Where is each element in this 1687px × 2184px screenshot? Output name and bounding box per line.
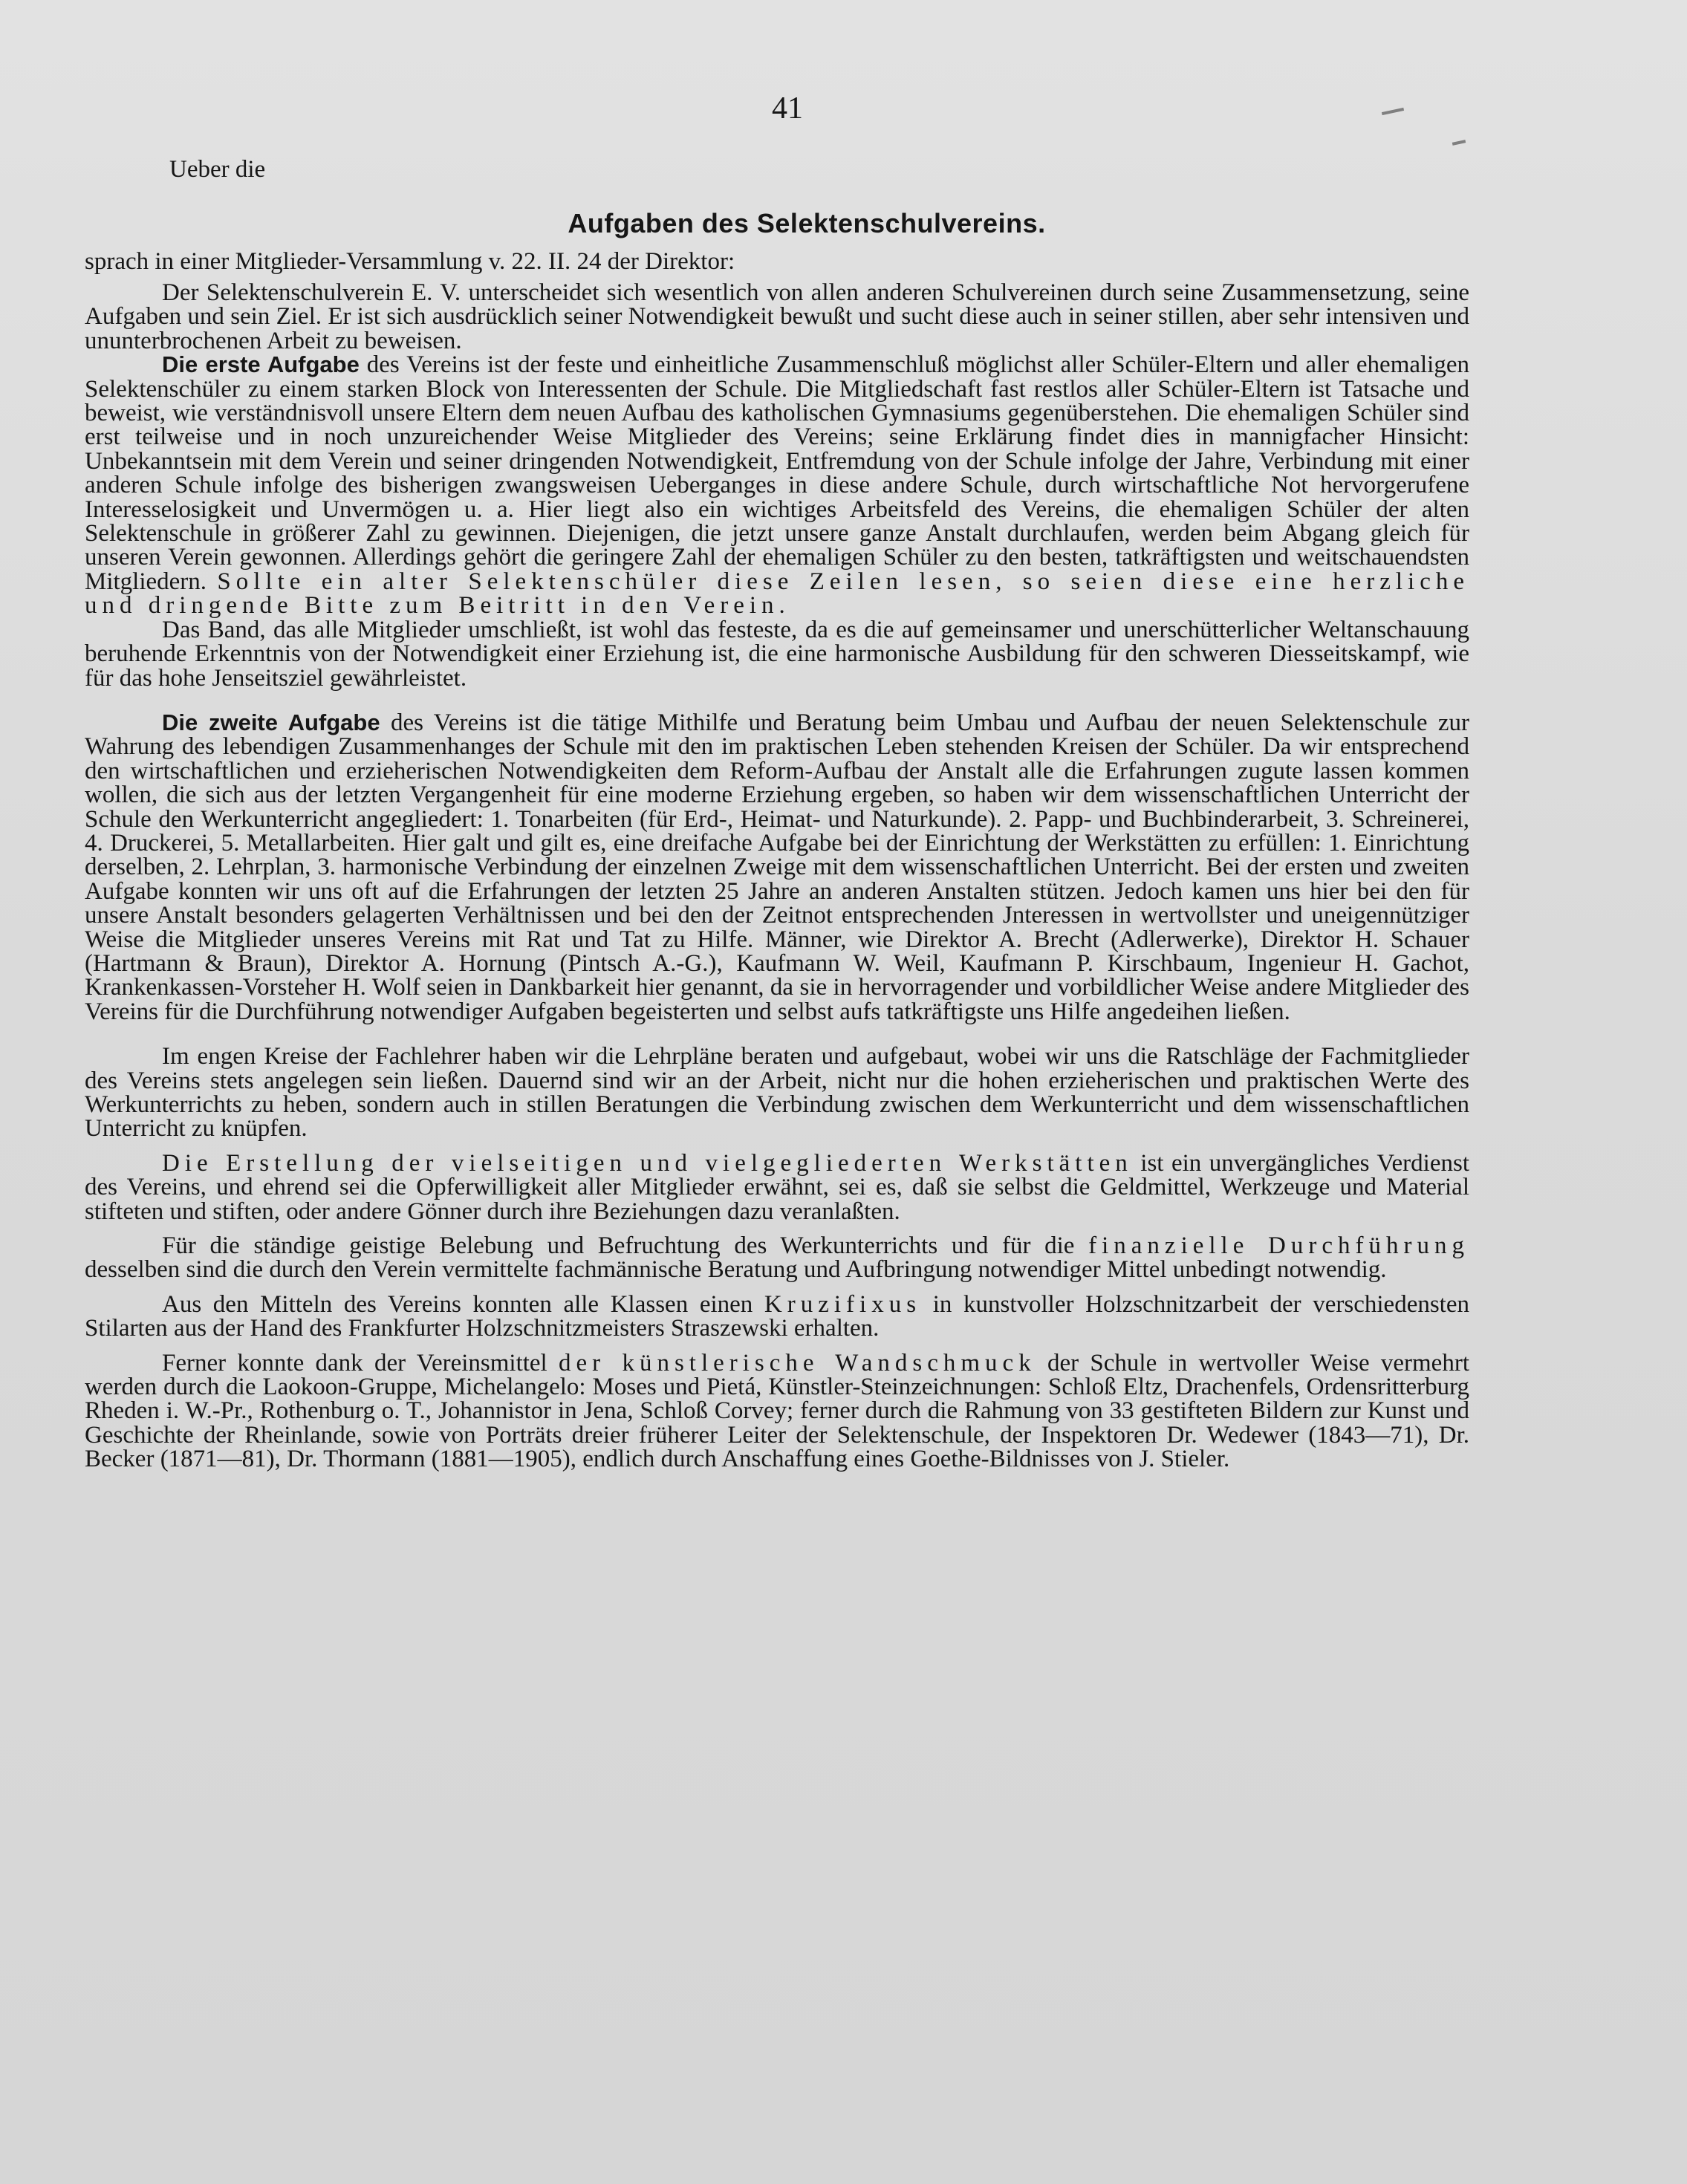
paragraph-8-spaced: Kruzifixus xyxy=(764,1290,922,1318)
paragraph-7-spaced: finanzielle Durchführung xyxy=(1088,1232,1469,1260)
paragraph-2 xyxy=(85,351,1469,620)
paragraph-4 xyxy=(85,711,1469,1024)
paragraph-2-spaced: Sollte ein alter Selektenschüler diese Zeilen lesen, so seien diese eine herzliche und dringende Bitte zum Beitritt in den Verein. xyxy=(85,568,1469,620)
article-title: Aufgaben des Selektenschulvereins. xyxy=(568,208,1046,238)
intro-line: Ueber die xyxy=(169,156,266,183)
paragraph-7-text-b: desselben sind die durch den Verein vermittelte fachmännische Beratung und Aufbringung notwendiger Mittel unbedingt notwendig. xyxy=(85,1256,1387,1284)
paragraph-6-text: ist ein unvergängliches Verdienst des Vereins, und ehrend sei die Opferwilligkeit aller Mitglieder erwähnt, sei es, daß sie selbst die Geldmittel, Werkzeuge und Material stifteten und stiften, oder andere Gönner durch ihre Beziehungen dazu veranlaßten. xyxy=(85,1149,1469,1225)
paragraph-1: Der Selektenschulverein E. V. unterscheidet sich wesentlich von allen anderen Schulvereinen durch seine Zusammensetzung, seine Aufgaben und sein Ziel. Er ist sich ausdrücklich seiner Notwendigkeit bewußt und sucht diese auch in seiner stillen, aber sehr intensiven und ununterbrochenen Arbeit zu beweisen. xyxy=(85,279,1469,354)
paragraph-2-text: des Vereins ist der feste und einheitliche Zusammenschluß möglichst aller Schüler-Eltern und aller ehemaligen Selektenschüler zu einem starken Block von Interessenten der Schule. Die Mitgliedschaft fast restlos aller Schüler-Eltern ist Tatsache und beweist, wie verständnisvoll unsere Eltern dem neuen Aufbau des katholischen Gymnasiums gegenüberstehen. Die ehemaligen Schüler sind erst teilweise und in noch unzureichender Weise Mitglieder des Vereins; seine Erklärung findet dies in mannigfacher Hinsicht: Unbekanntsein mit dem Verein und seiner dringenden Notwendigkeit, Entfremdung von der Schule infolge der Jahre, Verbindung mit einer anderen Schule infolge des bisherigen zwangsweisen Ueberganges in diese andere Schule, durch wirtschaftliche Not hervorgerufene Interesselosigkeit und Unvermögen u. a. Hier liegt also ein wichtiges Arbeitsfeld des Vereins, die ehemaligen Schüler der alten Selektenschule in größerer Zahl zu gewinnen. Diejenigen, die jetzt unsere ganze Anstalt durchlaufen, werden beim Abgang gleich für unseren Verein gewonnen. Allerdings gehört die geringere Zahl der ehemaligen Schüler zu den besten, tatkräftigsten und weitschauendsten Mitgliedern. xyxy=(85,351,1469,595)
paragraph-6 xyxy=(85,1151,1469,1223)
print-smudge xyxy=(1452,140,1466,146)
paragraph-9-spaced: der künstlerische Wandschmuck xyxy=(559,1349,1036,1377)
paragraph-6-spaced: Die Erstellung der vielseitigen und vielgegliederten Werkstätten xyxy=(162,1149,1133,1177)
paragraph-8-text-a: Aus den Mitteln des Vereins konnten alle Klassen einen xyxy=(162,1290,764,1318)
paragraph-9 xyxy=(85,1351,1469,1472)
article-body xyxy=(85,156,1469,1472)
paragraph-9-text-b: der Schule in wertvoller Weise vermehrt werden durch die Laokoon-Gruppe, Michelangelo: Moses und Pietá, Künstler-Steinzeichnungen: Schloß Eltz, Drachenfels, Ordensritterburg Rheden i. W.-Pr., Rothenburg o. T., Johannistor in Jena, Schloß Corvey; ferner durch die Rahmung von 33 gestifteten Bildern zur Kunst und Geschichte der Rheinlande, sowie von Porträts dreier früherer Leiter der Selektenschule, der Inspektoren Dr. Wedewer (1843—71), Dr. Becker (1871—81), Dr. Thormann (1881—1905), endlich durch Anschaffung eines Goethe-Bildnisses von J. Stieler. xyxy=(85,1349,1469,1473)
paragraph-2-lead: Die erste Aufgabe xyxy=(162,351,360,378)
paragraph-4-lead: Die zweite Aufgabe xyxy=(162,709,380,735)
paragraph-8 xyxy=(85,1290,1469,1342)
paragraph-8-text-b: in kunstvoller Holzschnitzarbeit der verschiedensten Stilarten aus der Hand des Frankfurter Holzschnitzmeisters Straszewski erhalten. xyxy=(85,1290,1469,1342)
paragraph-3: Das Band, das alle Mitglieder umschließt, ist wohl das festeste, da es die auf gemeinsamer und unerschütterlicher Weltanschauung beruhende Erkenntnis von der Notwendigkeit einer Erziehung ist, die eine harmonische Ausbildung für den schweren Diesseitskampf, wie für das hohe Jenseitsziel gewährleistet. xyxy=(85,616,1469,692)
paragraph-7 xyxy=(85,1234,1469,1282)
print-smudge xyxy=(1382,108,1404,115)
page-number: 41 xyxy=(772,91,803,126)
paragraph-4-text: des Vereins ist die tätige Mithilfe und Beratung beim Umbau und Aufbau der neuen Selektenschule zur Wahrung des lebendigen Zusammenhanges der Schule mit den im praktischen Leben stehenden Kreisen der Schüler. Da wir entsprechend den wirtschaftlichen und erzieherischen Notwendigkeiten dem Reform-Aufbau der Anstalt alle die Erfahrungen zugute lassen kommen wollen, die sich aus der letzten Vergangenheit für eine moderne Erziehung ergeben, so haben wir dem wissenschaftlichen Unterricht der Schule den Werkunterricht angegliedert: 1. Tonarbeiten (für Erd-, Heimat- und Naturkunde). 2. Papp- und Buchbinderarbeit, 3. Schreinerei, 4. Druckerei, 5. Metallarbeiten. Hier galt und gilt es, eine dreifache Aufgabe bei der Einrichtung der Werkstätten zu erfüllen: 1. Einrichtung derselben, 2. Lehrplan, 3. harmonische Verbindung der einzelnen Zweige mit dem wissenschaftlichen Unterricht. Bei der ersten und zweiten Aufgabe konnten wir uns oft auf die Erfahrungen der letzten 25 Jahre an anderen Anstalten stützen. Jedoch kamen uns hier bei den für unsere Anstalt besonders gelagerten Verhältnissen und bei den der Zeitnot entsprechenden Jnteressen in wertvollster und uneigennütziger Weise die Mitglieder unseres Vereins mit Rat und Tat zu Hilfe. Männer, wie Direktor A. Brecht (Adlerwerke), Direktor H. Schauer (Hartmann & Braun), Direktor A. Hornung (Pintsch A.-G.), Kaufmann W. Weil, Kaufmann P. Kirschbaum, Ingenieur H. Gachot, Krankenkassen-Vorsteher H. Wolf seien in Dankbarkeit hier genannt, da sie in hervorragender und vorbildlicher Weise andere Mitglieder des Vereins für die Durchführung notwendiger Aufgaben begeisterten und selbst aufs tatkräftigste uns Hilfe angedeihen ließen. xyxy=(85,709,1469,1025)
paragraph-7-text-a: Für die ständige geistige Belebung und Befruchtung des Werkunterrichts und für die xyxy=(162,1232,1089,1260)
article-subtitle: sprach in einer Mitglieder-Versammlung v. 22. II. 24 der Direktor: xyxy=(85,248,735,275)
paragraph-9-text-a: Ferner konnte dank der Vereinsmittel xyxy=(162,1349,559,1377)
paragraph-5: Im engen Kreise der Fachlehrer haben wir die Lehrpläne beraten und aufgebaut, wobei wir uns die Ratschläge der Fachmitglieder des Vereins stets angelegen sein ließen. Dauernd sind wir an der Arbeit, nicht nur die hohen erzieherischen und praktischen Werte des Werkunterrichts zu heben, sondern auch in stillen Beratungen die Verbindung zwischen dem Werkunterricht und dem wissenschaftlichen Unterricht zu knüpfen. xyxy=(85,1043,1469,1143)
